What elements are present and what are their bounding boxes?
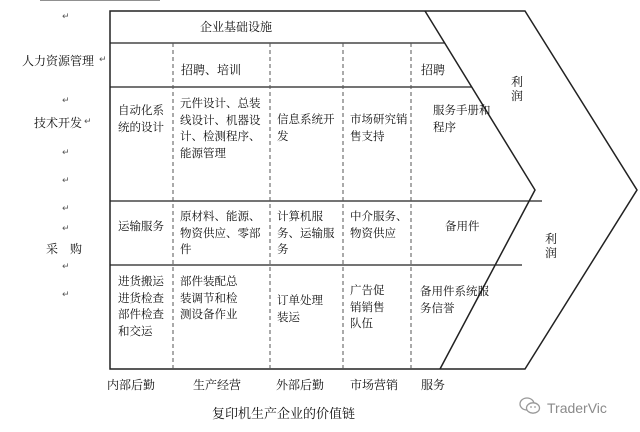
label-tech-development: 技术开发 bbox=[34, 116, 83, 130]
diagram-caption: 复印机生产企业的价值链 bbox=[212, 407, 356, 422]
watermark bbox=[519, 396, 607, 420]
wechat-icon bbox=[519, 396, 541, 420]
procure-service-cell: 备用件 bbox=[445, 219, 480, 233]
paragraph-mark: ↵ bbox=[62, 204, 70, 214]
paragraph-mark: ↵ bbox=[62, 148, 70, 158]
label-procurement: 采 购 bbox=[46, 242, 83, 256]
tech-marketing-cell: 市场研究销售支持 bbox=[350, 112, 408, 143]
tech-production-cell: 元件设计、总装线设计、机器设计、检测程序、能源管理 bbox=[180, 96, 261, 160]
bottom-label-service: 服务 bbox=[421, 378, 446, 392]
paragraph-mark: ↵ bbox=[62, 12, 70, 22]
procure-inbound-cell: 运输服务 bbox=[118, 219, 164, 233]
hr-service-cell: 招聘 bbox=[421, 63, 446, 77]
procure-production-cell: 原材料、能源、物资供应、零部件 bbox=[180, 209, 261, 256]
paragraph-mark: ↵ bbox=[62, 224, 70, 234]
paragraph-mark: ↵ bbox=[99, 55, 107, 65]
bottom-label-operations: 生产经营 bbox=[193, 378, 242, 392]
primary-outbound-cell: 订单处理装运 bbox=[277, 293, 323, 324]
paragraph-mark: ↵ bbox=[62, 290, 70, 300]
bottom-label-outbound: 外部后勤 bbox=[276, 378, 325, 392]
watermark-text: TraderVic bbox=[547, 400, 607, 416]
bottom-label-marketing: 市场营销 bbox=[350, 378, 399, 392]
paragraph-mark: ↵ bbox=[62, 262, 70, 272]
tech-outbound-cell: 信息系统开发 bbox=[277, 112, 335, 143]
firm-infrastructure: 企业基础设施 bbox=[200, 20, 273, 34]
primary-inbound-cell: 进货搬运进货检查部件检查和交运 bbox=[118, 274, 164, 338]
tech-inbound-cell: 自动化系统的设计 bbox=[118, 103, 164, 134]
primary-service-cell: 备用件系统服务信誉 bbox=[420, 284, 489, 315]
primary-production-cell: 部件装配总装调节和检测设备作业 bbox=[180, 274, 238, 321]
bottom-label-inbound: 内部后勤 bbox=[107, 378, 156, 392]
label-hr-management: 人力资源管理 bbox=[22, 54, 95, 68]
procure-outbound-cell: 计算机服务、运输服务 bbox=[277, 209, 335, 256]
margin-label-upper: 利润 bbox=[510, 75, 523, 103]
procure-marketing-cell: 中介服务、物资供应 bbox=[350, 209, 408, 240]
paragraph-mark: ↵ bbox=[62, 96, 70, 106]
margin-label-lower: 利润 bbox=[544, 232, 557, 260]
paragraph-mark: ↵ bbox=[62, 176, 70, 186]
tech-service-cell: 服务手册和程序 bbox=[433, 103, 491, 134]
hr-production-cell: 招聘、培训 bbox=[181, 63, 242, 77]
primary-marketing-cell: 广告促销销售队伍 bbox=[350, 283, 385, 330]
paragraph-mark: ↵ bbox=[84, 117, 92, 127]
